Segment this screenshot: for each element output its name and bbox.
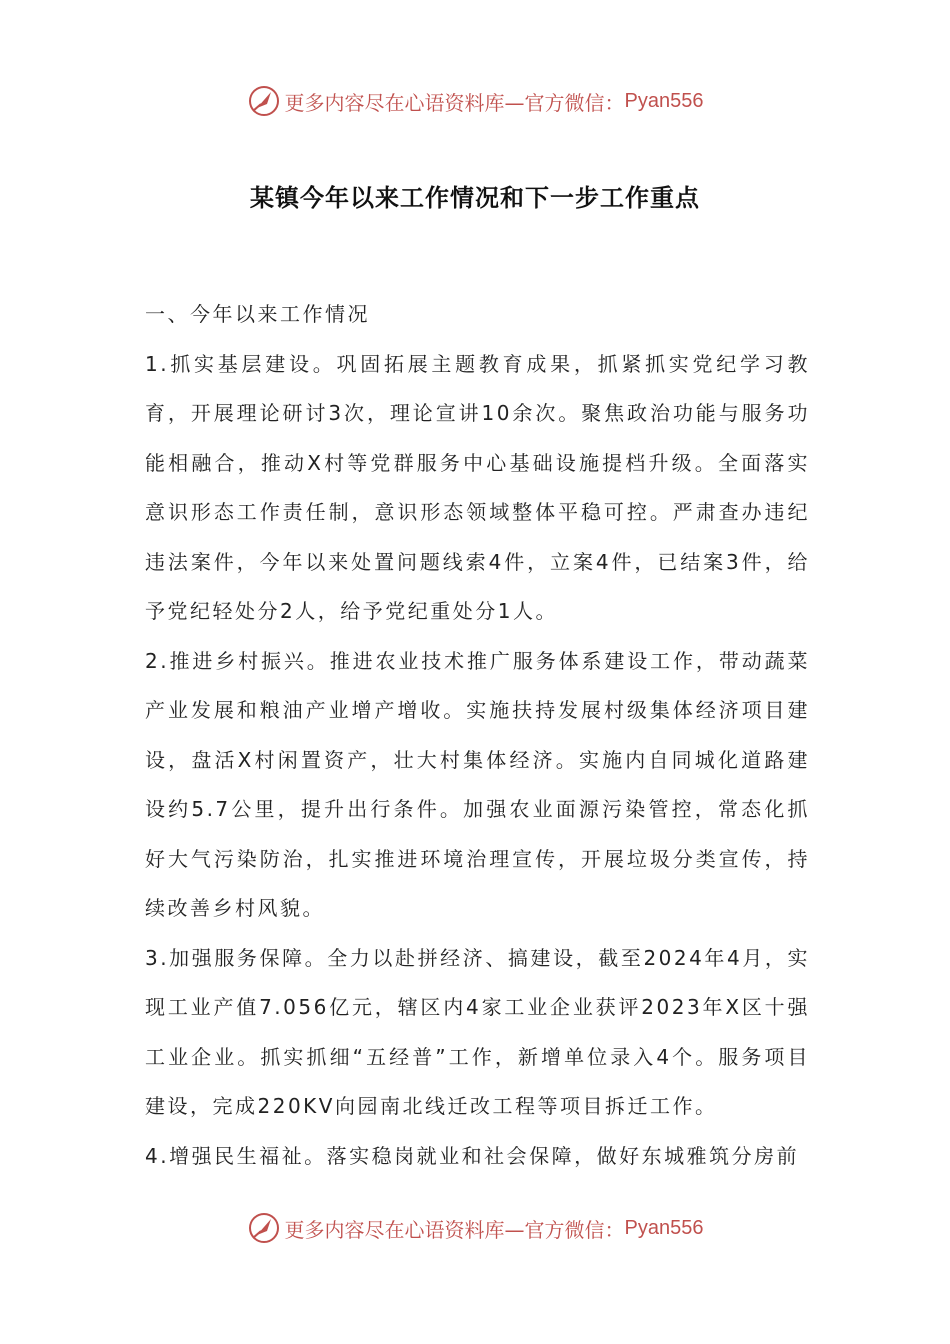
paragraph: 3.加强服务保障。全力以赴拼经济、搞建设，截至2024年4月，实现工业产值7.056亿元，辖区内4家工业企业获评2023年X区十强工业企业。抓实抓细“五经普”工作，新增单位录入4个。服务项目建设，完成220KV向园南北线迁改工程等项目拆迁工作。 — [145, 945, 810, 1118]
document-body — [145, 290, 810, 1181]
watermark-footer — [0, 1211, 950, 1245]
watermark-contact: Pyan556 — [624, 1216, 704, 1239]
watermark-header — [0, 84, 950, 118]
watermark-text: 更多内容尽在心语资料库—官方微信： — [284, 1217, 625, 1242]
paragraph: 4.增强民生福祉。落实稳岗就业和社会保障，做好东城雅筑分房前 — [145, 1143, 800, 1168]
document-title: 某镇今年以来工作情况和下一步工作重点 — [250, 184, 700, 212]
quill-circle-icon — [247, 1211, 281, 1245]
watermark-contact: Pyan556 — [624, 89, 704, 112]
quill-circle-icon — [247, 84, 281, 118]
watermark-text: 更多内容尽在心语资料库—官方微信： — [284, 90, 625, 115]
section-heading: 一、今年以来工作情况 — [145, 302, 370, 326]
paragraph: 2.推进乡村振兴。推进农业技术推广服务体系建设工作，带动蔬菜产业发展和粮油产业增产增收。实施扶持发展村级集体经济项目建设，盘活X村闲置资产，壮大村集体经济。实施内自同城化道路建设约5.7公里，提升出行条件。加强农业面源污染管控，常态化抓好大气污染防治，扎实推进环境治理宣传，开展垃圾分类宣传，持续改善乡村风貌。 — [145, 648, 810, 920]
paragraph: 1.抓实基层建设。巩固拓展主题教育成果，抓紧抓实党纪学习教育，开展理论研讨3次，理论宣讲10余次。聚焦政治功能与服务功能相融合，推动X村等党群服务中心基础设施提档升级。全面落实意识形态工作责任制，意识形态领域整体平稳可控。严肃查办违纪违法案件，今年以来处置问题线索4件，立案4件，已结案3件，给予党纪轻处分2人，给予党纪重处分1人。 — [145, 351, 810, 623]
